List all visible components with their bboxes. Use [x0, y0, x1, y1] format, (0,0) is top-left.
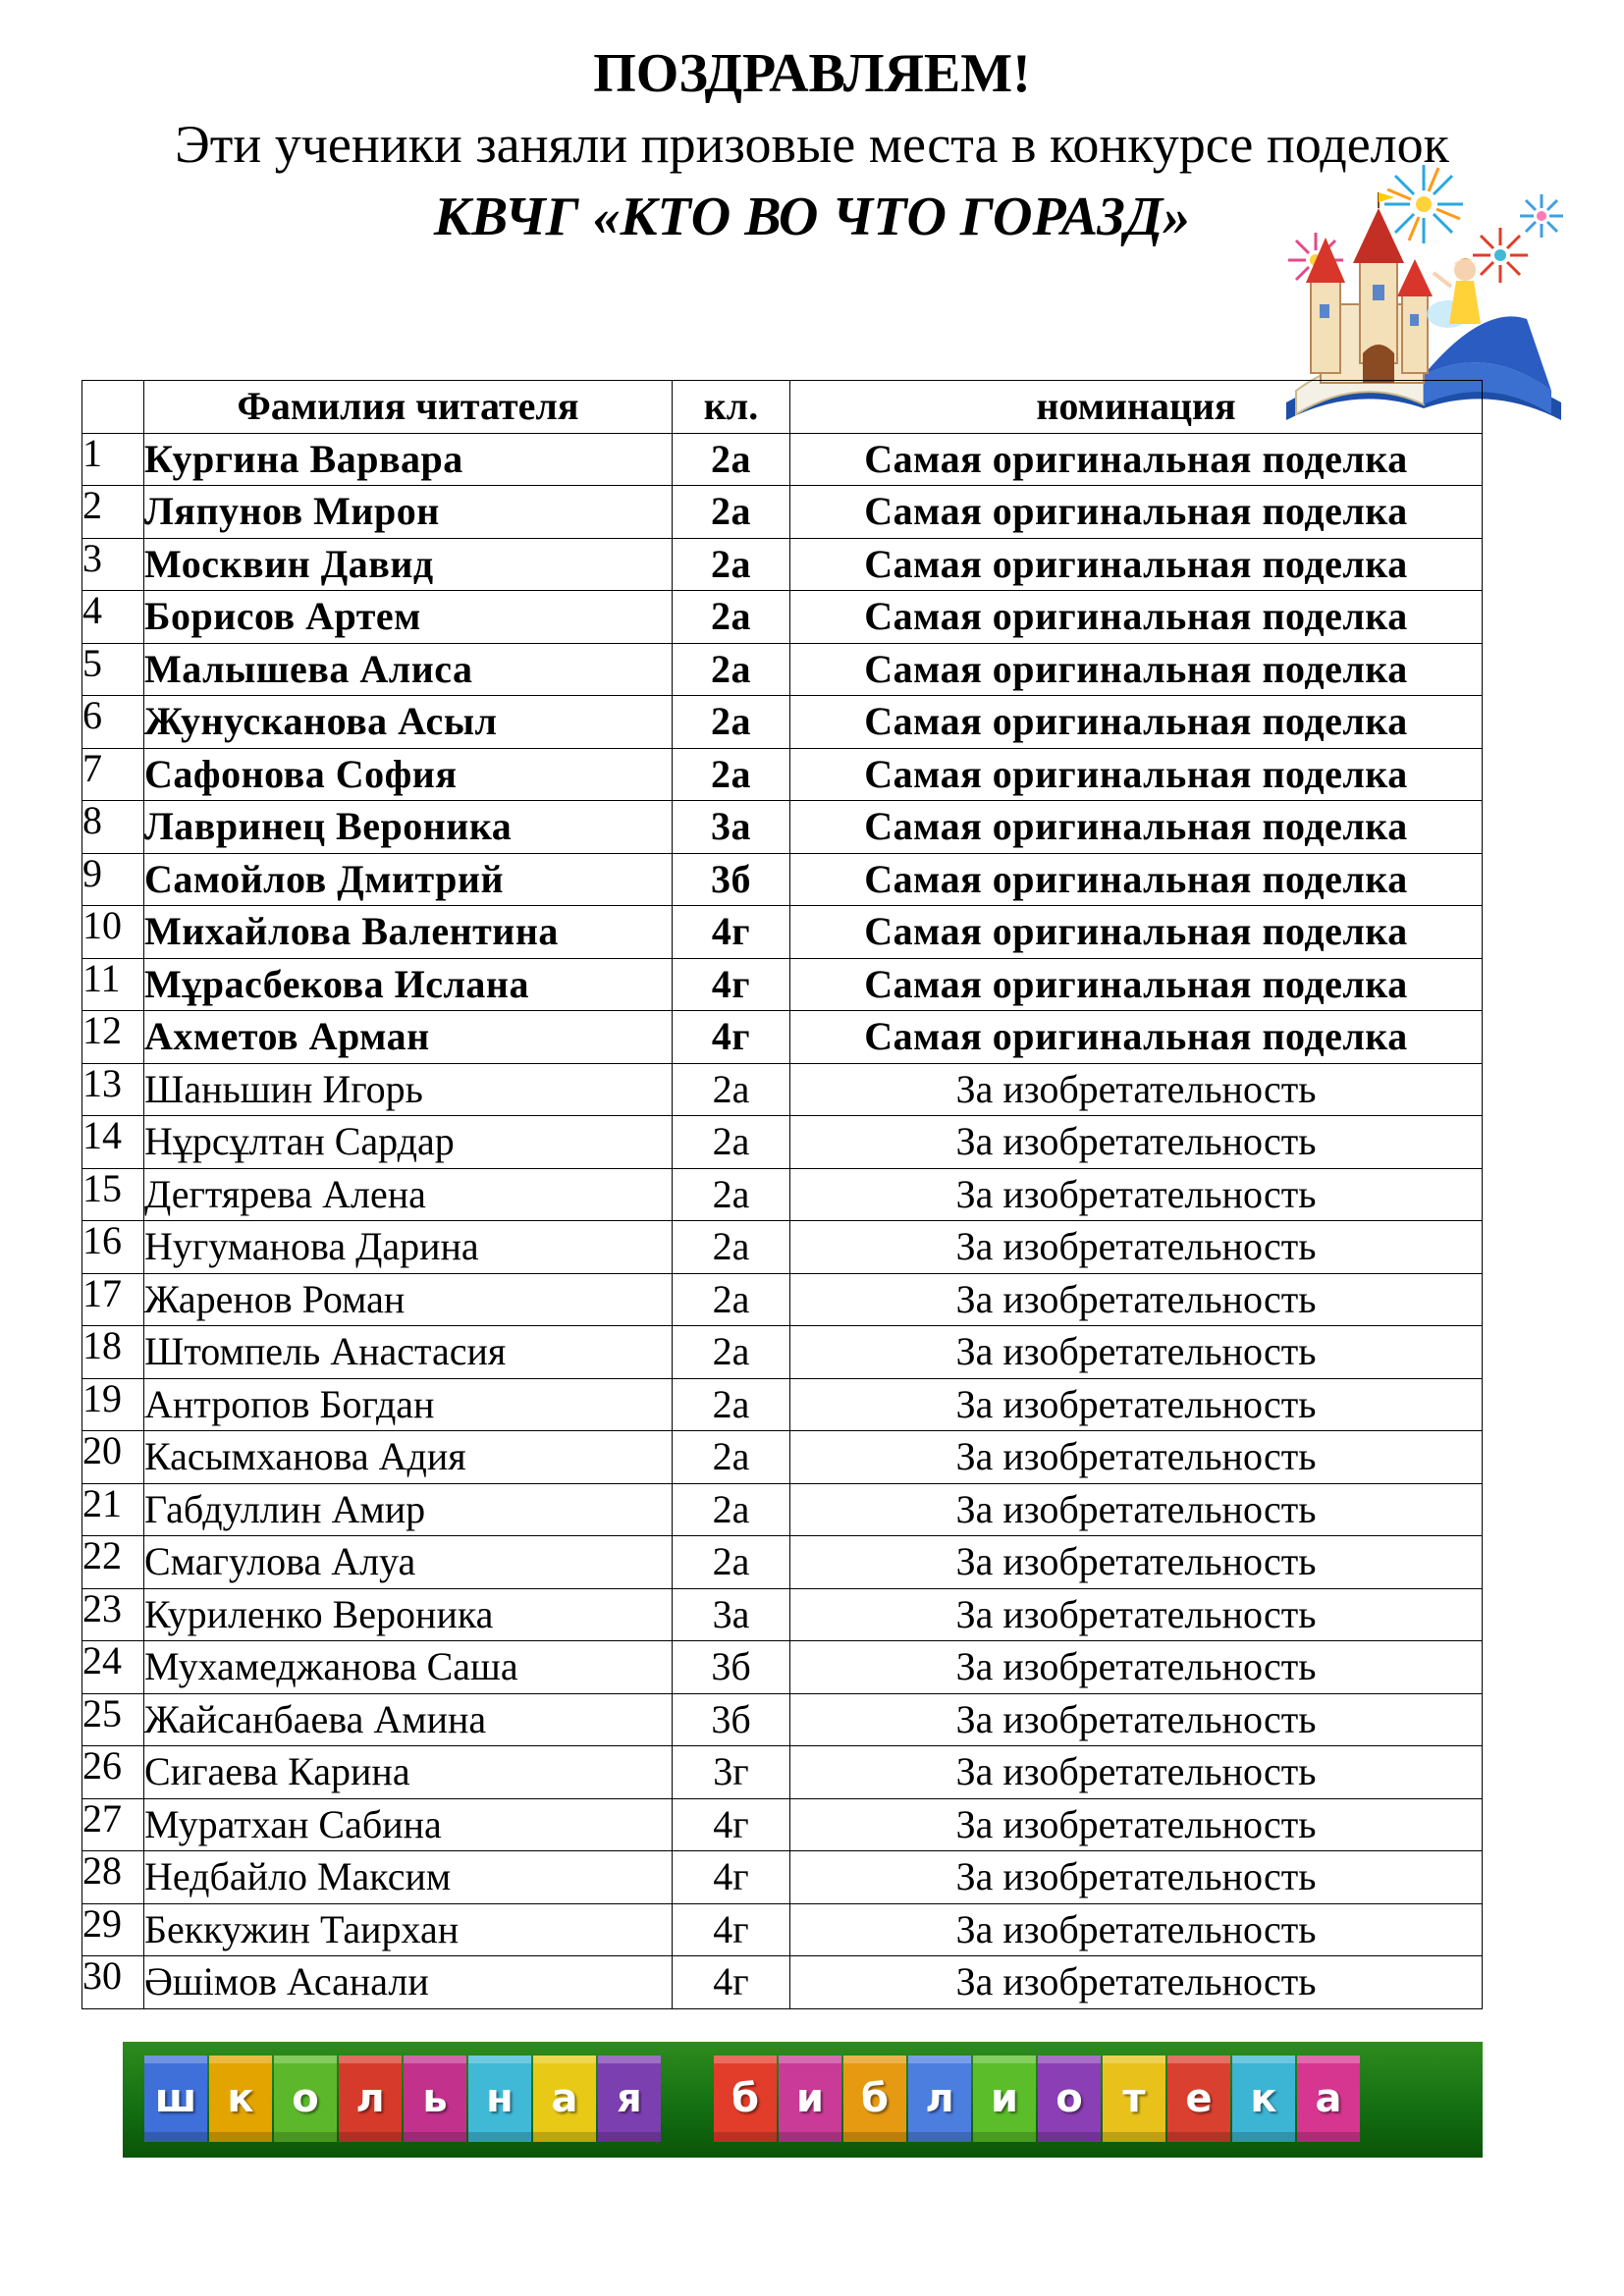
row-number: 16 — [82, 1221, 144, 1274]
column-header-nomination: номинация — [790, 381, 1483, 434]
student-name: Касымханова Адия — [144, 1431, 673, 1484]
class-cell: 2а — [673, 1168, 790, 1221]
student-name: Беккужин Таирхан — [144, 1903, 673, 1956]
table-row — [82, 538, 1483, 591]
nomination-cell: За изобретательность — [790, 1798, 1483, 1851]
student-name: Малышева Алиса — [144, 643, 673, 696]
banner-letter-tile: н — [468, 2056, 531, 2142]
row-number: 10 — [82, 906, 144, 959]
row-number: 22 — [82, 1536, 144, 1589]
class-cell: 4г — [673, 1956, 790, 2009]
table-row — [82, 1588, 1483, 1641]
winners-table — [81, 380, 1483, 2009]
banner-letter-tile: л — [339, 2056, 402, 2142]
student-name: Ляпунов Мирон — [144, 486, 673, 539]
class-cell: 2а — [673, 643, 790, 696]
firework-icon — [1384, 165, 1463, 243]
student-name: Шаньшин Игорь — [144, 1063, 673, 1116]
banner-letter-tile: ь — [404, 2056, 466, 2142]
table-row — [82, 1011, 1483, 1064]
nomination-cell: За изобретательность — [790, 1693, 1483, 1746]
row-number: 6 — [82, 696, 144, 749]
nomination-cell: Самая оригинальная поделка — [790, 906, 1483, 959]
class-cell: 2а — [673, 486, 790, 539]
student-name: Сафонова София — [144, 748, 673, 801]
class-cell: 4г — [673, 1798, 790, 1851]
student-name: Ахметов Арман — [144, 1011, 673, 1064]
nomination-cell: За изобретательность — [790, 1326, 1483, 1379]
class-cell: 4г — [673, 1851, 790, 1904]
student-name: Штомпель Анастасия — [144, 1326, 673, 1379]
table-row — [82, 1746, 1483, 1799]
class-cell: 2а — [673, 538, 790, 591]
table-row — [82, 1641, 1483, 1694]
banner-letter-tile: б — [714, 2056, 777, 2142]
student-name: Жунусканова Асыл — [144, 696, 673, 749]
table-row — [82, 958, 1483, 1011]
table-row — [82, 1536, 1483, 1589]
student-name: Куриленко Вероника — [144, 1588, 673, 1641]
banner-letter-tile: к — [209, 2056, 272, 2142]
table-row — [82, 1168, 1483, 1221]
nomination-cell: Самая оригинальная поделка — [790, 853, 1483, 906]
student-name: Лавринец Вероника — [144, 801, 673, 854]
nomination-cell: За изобретательность — [790, 1536, 1483, 1589]
table-row — [82, 1431, 1483, 1484]
class-cell: 2а — [673, 1483, 790, 1536]
nomination-cell: За изобретательность — [790, 1483, 1483, 1536]
row-number: 9 — [82, 853, 144, 906]
table-row — [82, 1273, 1483, 1326]
castle-icon — [1306, 192, 1433, 383]
row-number: 4 — [82, 591, 144, 644]
row-number: 11 — [82, 958, 144, 1011]
banner-letter-tile: е — [1167, 2056, 1230, 2142]
student-name: Москвин Давид — [144, 538, 673, 591]
class-cell: 2а — [673, 1536, 790, 1589]
school-library-banner — [123, 2042, 1483, 2158]
row-number: 30 — [82, 1956, 144, 2009]
student-name: Габдуллин Амир — [144, 1483, 673, 1536]
nomination-cell: За изобретательность — [790, 1431, 1483, 1484]
row-number: 1 — [82, 433, 144, 486]
row-number: 24 — [82, 1641, 144, 1694]
student-name: Кургина Варвара — [144, 433, 673, 486]
student-name: Борисов Артем — [144, 591, 673, 644]
nomination-cell: За изобретательность — [790, 1746, 1483, 1799]
class-cell: 3б — [673, 853, 790, 906]
nomination-cell: Самая оригинальная поделка — [790, 958, 1483, 1011]
student-name: Нұрсұлтан Сардар — [144, 1116, 673, 1169]
nomination-cell: Самая оригинальная поделка — [790, 433, 1483, 486]
class-cell: 4г — [673, 1011, 790, 1064]
class-cell: 2а — [673, 1063, 790, 1116]
table-header — [82, 381, 1483, 434]
row-number: 13 — [82, 1063, 144, 1116]
column-header-number — [82, 381, 144, 434]
table-row — [82, 696, 1483, 749]
student-name: Муратхан Сабина — [144, 1798, 673, 1851]
contest-name: КВЧГ «КТО ВО ЧТО ГОРАЗД» — [433, 187, 1191, 247]
table-row — [82, 1798, 1483, 1851]
student-name: Жаренов Роман — [144, 1273, 673, 1326]
row-number: 2 — [82, 486, 144, 539]
student-name: Недбайло Максим — [144, 1851, 673, 1904]
banner-letter-tile: о — [1038, 2056, 1101, 2142]
table-row — [82, 433, 1483, 486]
student-name: Смагулова Алуа — [144, 1536, 673, 1589]
nomination-cell: За изобретательность — [790, 1168, 1483, 1221]
table-row — [82, 1903, 1483, 1956]
class-cell: 3а — [673, 801, 790, 854]
banner-letter-tile: к — [1232, 2056, 1295, 2142]
row-number: 14 — [82, 1116, 144, 1169]
student-name: Жайсанбаева Амина — [144, 1693, 673, 1746]
table-row — [82, 1956, 1483, 2009]
row-number: 20 — [82, 1431, 144, 1484]
table-row — [82, 1063, 1483, 1116]
row-number: 25 — [82, 1693, 144, 1746]
row-number: 19 — [82, 1378, 144, 1431]
row-number: 21 — [82, 1483, 144, 1536]
table-row — [82, 1326, 1483, 1379]
banner-letter-tile: б — [843, 2056, 906, 2142]
firework-icon — [1520, 194, 1563, 238]
student-name: Дегтярева Алена — [144, 1168, 673, 1221]
class-cell: 2а — [673, 1273, 790, 1326]
class-cell: 4г — [673, 906, 790, 959]
page-title: ПОЗДРАВЛЯЕМ! — [593, 43, 1031, 104]
row-number: 7 — [82, 748, 144, 801]
nomination-cell: За изобретательность — [790, 1378, 1483, 1431]
nomination-cell: За изобретательность — [790, 1273, 1483, 1326]
row-number: 26 — [82, 1746, 144, 1799]
class-cell: 2а — [673, 591, 790, 644]
banner-letter-tile: я — [598, 2056, 661, 2142]
banner-letter-tile: и — [973, 2056, 1036, 2142]
nomination-cell: За изобретательность — [790, 1063, 1483, 1116]
class-cell: 3г — [673, 1746, 790, 1799]
banner-letter-tile: ш — [144, 2056, 207, 2142]
student-name: Нугуманова Дарина — [144, 1221, 673, 1274]
column-header-class: кл. — [673, 381, 790, 434]
banner-letter-tile: л — [908, 2056, 971, 2142]
nomination-cell: Самая оригинальная поделка — [790, 801, 1483, 854]
nomination-cell: Самая оригинальная поделка — [790, 748, 1483, 801]
class-cell: 2а — [673, 1378, 790, 1431]
table-row — [82, 1378, 1483, 1431]
nomination-cell: Самая оригинальная поделка — [790, 696, 1483, 749]
student-name: Антропов Богдан — [144, 1378, 673, 1431]
table-row — [82, 853, 1483, 906]
student-name: Мухамеджанова Саша — [144, 1641, 673, 1694]
class-cell: 3б — [673, 1693, 790, 1746]
student-name: Самойлов Дмитрий — [144, 853, 673, 906]
nomination-cell: За изобретательность — [790, 1851, 1483, 1904]
student-name: Мұрасбекова Ислана — [144, 958, 673, 1011]
nomination-cell: Самая оригинальная поделка — [790, 1011, 1483, 1064]
class-cell: 2а — [673, 433, 790, 486]
table-row — [82, 1116, 1483, 1169]
table-row — [82, 591, 1483, 644]
nomination-cell: За изобретательность — [790, 1641, 1483, 1694]
fairy-icon — [1427, 258, 1481, 328]
column-header-name: Фамилия читателя — [144, 381, 673, 434]
nomination-cell: За изобретательность — [790, 1903, 1483, 1956]
class-cell: 2а — [673, 1326, 790, 1379]
table-row — [82, 1851, 1483, 1904]
banner-letter-tile: и — [779, 2056, 841, 2142]
table-row — [82, 748, 1483, 801]
class-cell: 3б — [673, 1641, 790, 1694]
class-cell: 4г — [673, 958, 790, 1011]
row-number: 29 — [82, 1903, 144, 1956]
row-number: 17 — [82, 1273, 144, 1326]
table-row — [82, 1483, 1483, 1536]
nomination-cell: За изобретательность — [790, 1221, 1483, 1274]
table-row — [82, 643, 1483, 696]
nomination-cell: Самая оригинальная поделка — [790, 643, 1483, 696]
class-cell: 2а — [673, 1431, 790, 1484]
row-number: 12 — [82, 1011, 144, 1064]
table-row — [82, 801, 1483, 854]
row-number: 15 — [82, 1168, 144, 1221]
table-row — [82, 906, 1483, 959]
row-number: 3 — [82, 538, 144, 591]
class-cell: 3а — [673, 1588, 790, 1641]
page-subtitle: Эти ученики заняли призовые места в конкурсе поделок — [175, 115, 1449, 174]
nomination-cell: Самая оригинальная поделка — [790, 486, 1483, 539]
table-row — [82, 486, 1483, 539]
class-cell: 2а — [673, 1221, 790, 1274]
banner-letter-tile: о — [274, 2056, 337, 2142]
row-number: 28 — [82, 1851, 144, 1904]
row-number: 8 — [82, 801, 144, 854]
nomination-cell: За изобретательность — [790, 1116, 1483, 1169]
row-number: 27 — [82, 1798, 144, 1851]
student-name: Михайлова Валентина — [144, 906, 673, 959]
class-cell: 2а — [673, 696, 790, 749]
banner-letter-tile: а — [1297, 2056, 1360, 2142]
banner-letter-tile: т — [1103, 2056, 1165, 2142]
table-row — [82, 1221, 1483, 1274]
table-row — [82, 1693, 1483, 1746]
nomination-cell: За изобретательность — [790, 1588, 1483, 1641]
row-number: 5 — [82, 643, 144, 696]
banner-letter-tile: а — [533, 2056, 596, 2142]
student-name: Сигаева Карина — [144, 1746, 673, 1799]
class-cell: 2а — [673, 748, 790, 801]
student-name: Әшімов Асанали — [144, 1956, 673, 2009]
class-cell: 2а — [673, 1116, 790, 1169]
nomination-cell: За изобретательность — [790, 1956, 1483, 2009]
nomination-cell: Самая оригинальная поделка — [790, 591, 1483, 644]
nomination-cell: Самая оригинальная поделка — [790, 538, 1483, 591]
class-cell: 4г — [673, 1903, 790, 1956]
row-number: 23 — [82, 1588, 144, 1641]
firework-icon — [1473, 228, 1528, 283]
row-number: 18 — [82, 1326, 144, 1379]
